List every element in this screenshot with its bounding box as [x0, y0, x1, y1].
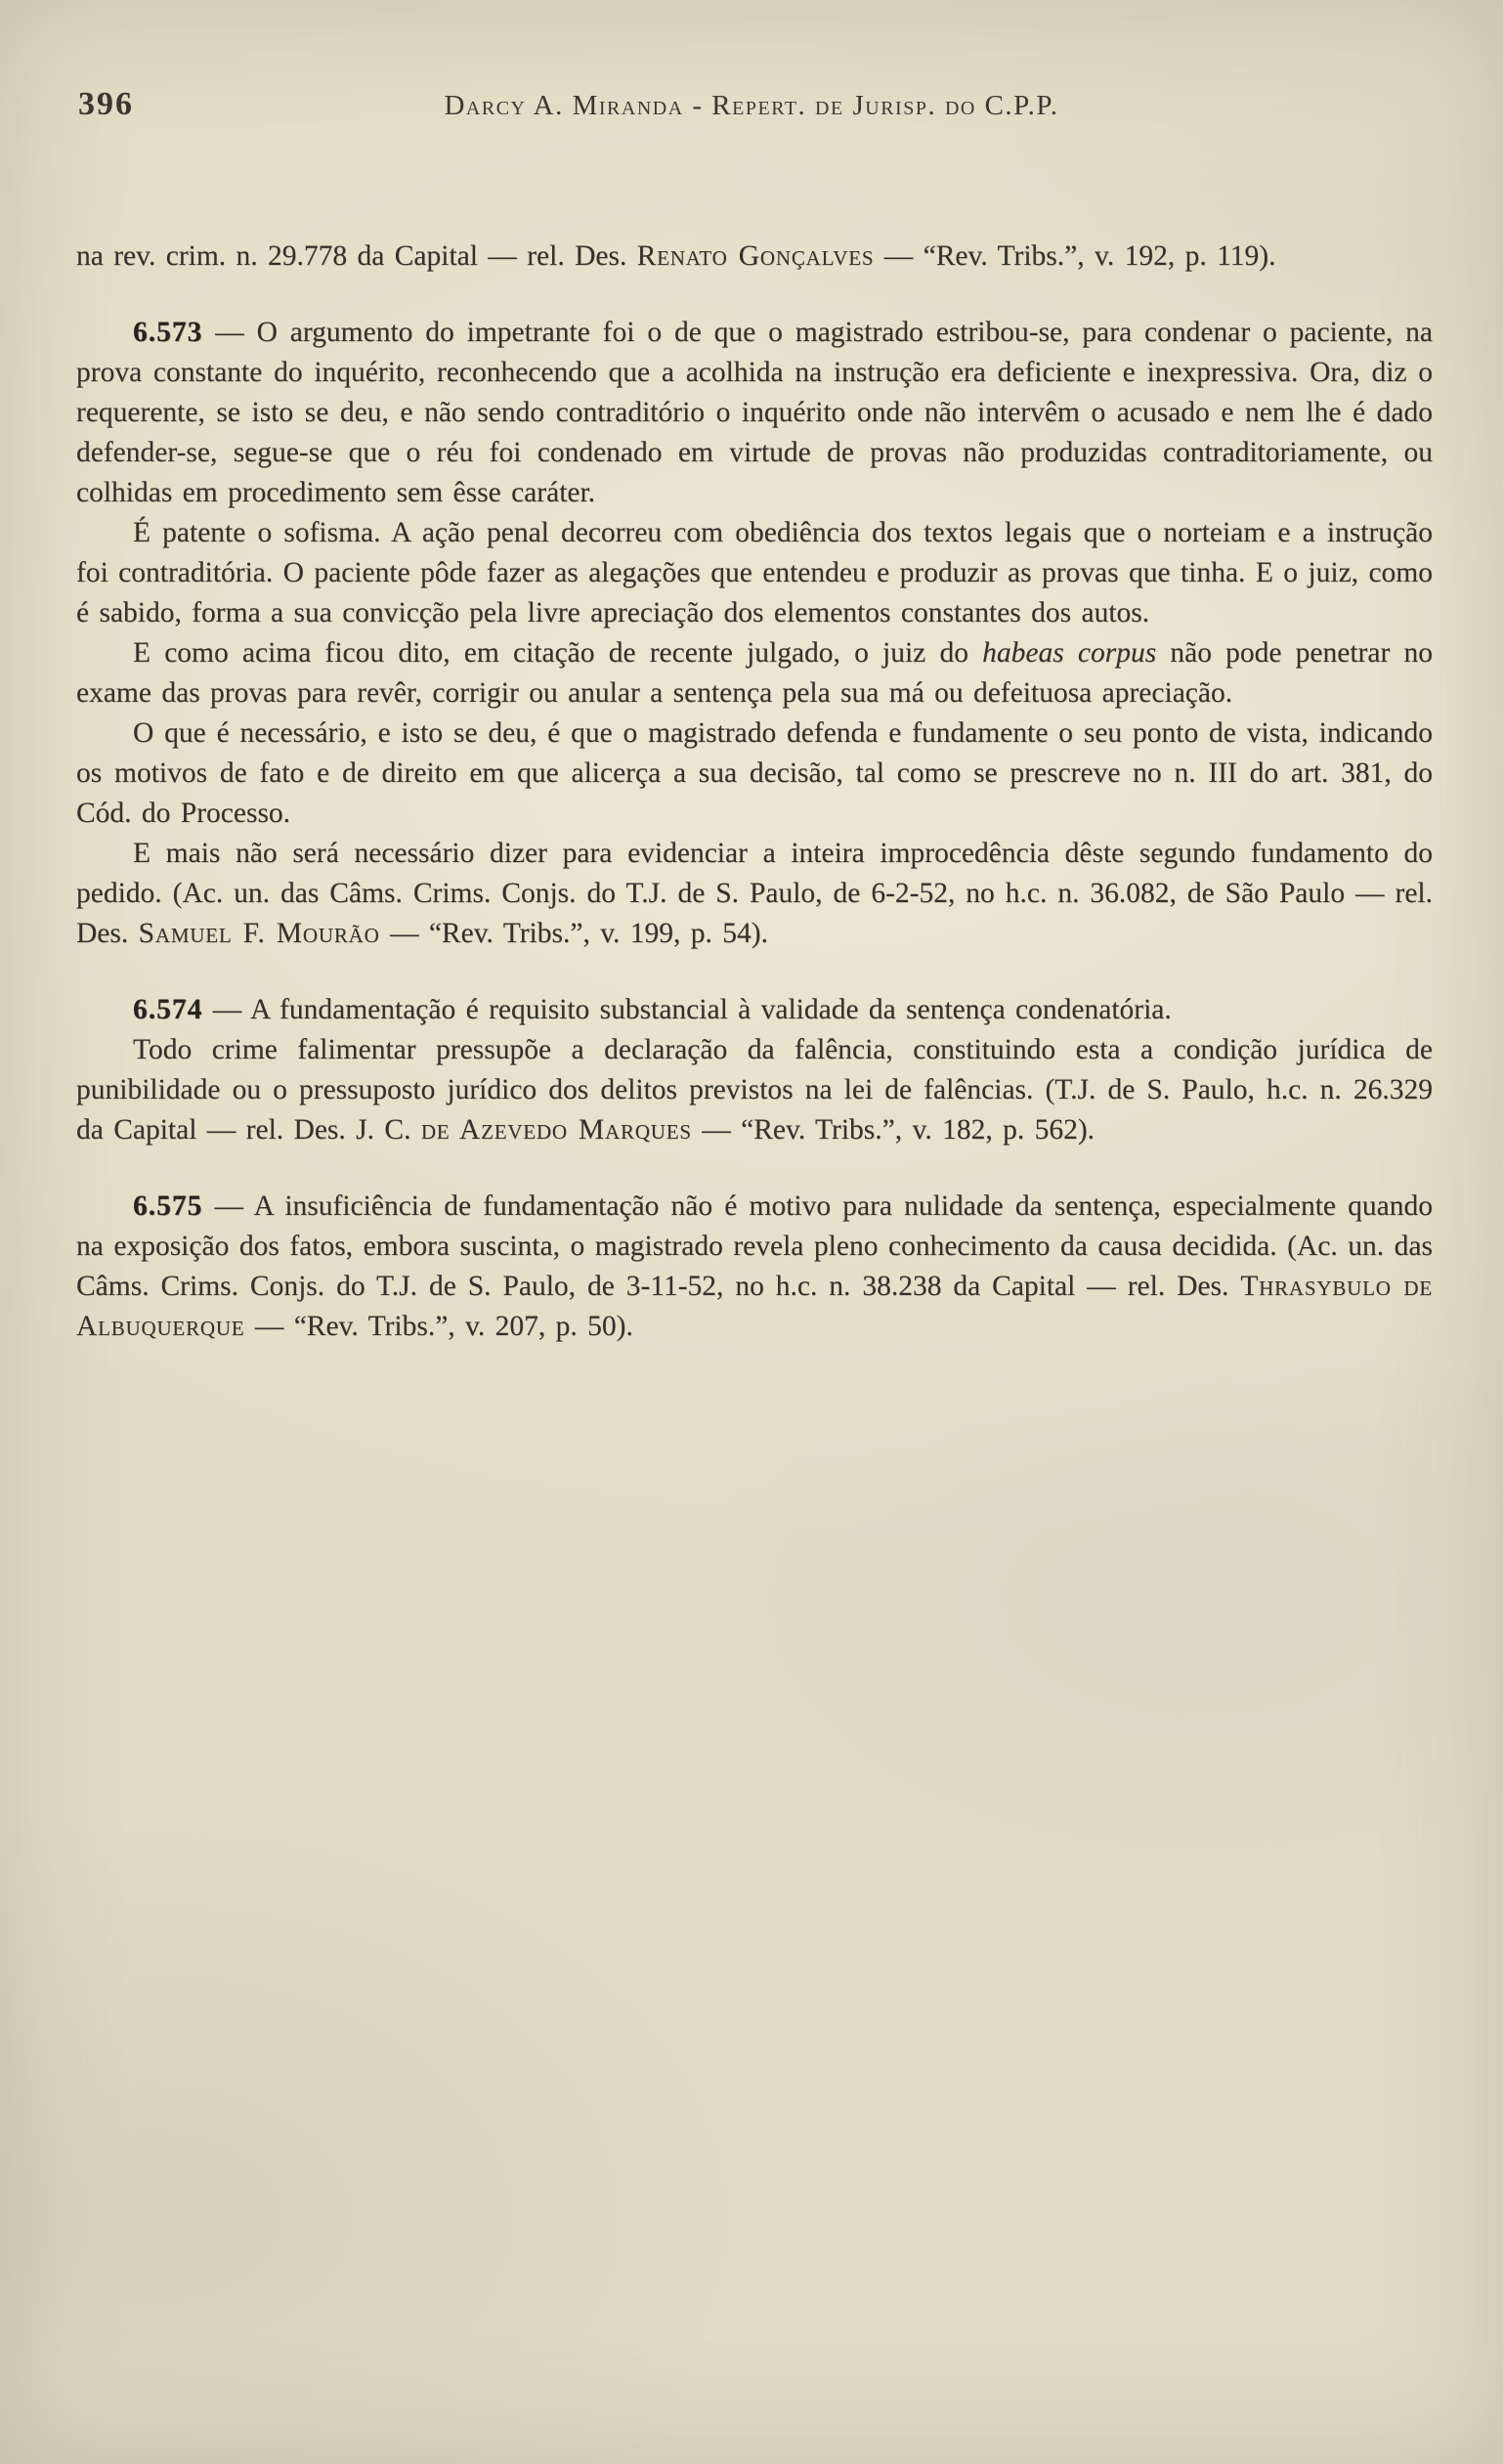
judge-name: Renato Gonçalves — [636, 240, 875, 272]
latin-term: habeas corpus — [982, 637, 1157, 669]
citation-text: — “Rev. Tribs.”, v. 199, p. 54). — [379, 918, 768, 949]
entry-text: — A insuficiência de fundamentação não é motivo para nulidade da sentença, especialmente quando na exposição dos fatos, embora suscinta, o magistrado revela pleno conhecimento da causa decidida. (Ac. un. das Câms. Crims. Conjs. do T.J. de S. Paulo, de 3-11-52, no h.c. n. 38.238 da Capital — rel. Des. — [76, 1190, 1433, 1302]
entry-6574-paragraph-1 — [76, 990, 1433, 1030]
entry-6573-paragraph-1 — [76, 313, 1433, 513]
entry-6573-paragraph-5 — [76, 834, 1433, 954]
entry-text: O que é necessário, e isto se deu, é que o magistrado defenda e fundamente o seu ponto de vista, indicando os motivos de fato e de direito em que alicerça a sua decisão, tal como se prescreve no n. III do art. 381, do Cód. do Processo. — [76, 717, 1433, 829]
entry-text: Todo crime falimentar pressupõe a declaração da falência, constituindo esta a condição jurídica de punibilidade ou o pressuposto jurídico dos delitos previstos na lei de falências. (T.J. de S. Paulo, h.c. n. 26.329 da Capital — rel. Des. J. C. — [76, 1034, 1433, 1146]
entry-number: 6.575 — [133, 1190, 203, 1222]
citation-text: — “Rev. Tribs.”, v. 207, p. 50). — [244, 1311, 633, 1342]
citation-text: — “Rev. Tribs.”, v. 182, p. 562). — [691, 1114, 1095, 1146]
entry-6575-paragraph-1 — [76, 1187, 1433, 1347]
entry-6573-paragraph-4 — [76, 713, 1433, 834]
entry-text: — A fundamentação é requisito substancial à validade da sentença condenatória. — [202, 994, 1172, 1025]
entry-6573-paragraph-2 — [76, 513, 1433, 633]
entry-text: E mais não será necessário dizer para evidenciar a inteira improcedência dêste segundo fundamento do pedido. (Ac. un. das Câms. Crims. Conjs. do T.J. de S. Paulo, de 6-2-52, no h.c. n. 36.082, de São Paulo — rel. Des. — [76, 838, 1433, 949]
entry-number: 6.574 — [133, 994, 203, 1025]
entry-6574-paragraph-2 — [76, 1030, 1433, 1150]
page-number: 396 — [78, 86, 134, 122]
page-header — [0, 0, 1503, 131]
entry-text: E como acima ficou dito, em citação de recente julgado, o juiz do — [133, 637, 983, 669]
continuation-paragraph — [76, 237, 1433, 277]
entry-text: É patente o sofisma. A ação penal decorreu com obediência dos textos legais que o norteiam e a instrução foi contraditória. O paciente pôde fazer as alegações que entendeu e produzir as provas que tinha. E o juiz, como é sabido, forma a sua convicção pela livre apreciação dos elementos constantes dos autos. — [76, 517, 1433, 628]
page-body — [76, 237, 1433, 1347]
citation-text: — “Rev. Tribs.”, v. 192, p. 119). — [874, 240, 1276, 272]
citation-text: na rev. crim. n. 29.778 da Capital — rel. Des. — [76, 240, 637, 272]
running-title: Darcy A. Miranda - Repert. de Jurisp. do C.P.P. — [444, 90, 1059, 121]
entry-number: 6.573 — [133, 317, 203, 348]
judge-name: Thrasybulo de Albuquerque — [76, 1271, 1434, 1342]
entry-text: — O argumento do impetrante foi o de que o magistrado estribou-se, para condenar o paciente, na prova constante do inquérito, reconhecendo que a acolhida na instrução era deficiente e inexpressiva. Ora, diz o requerente, se isto se deu, e não sendo contraditório o inquérito onde não intervêm o acusado e nem lhe é dado defender-se, segue-se que o réu foi condenado em virtude de provas não produzidas contraditoriamente, ou colhidas em procedimento sem êsse caráter. — [76, 317, 1433, 508]
judge-name: Samuel F. Mourão — [138, 918, 380, 949]
entry-text: não pode penetrar no exame das provas para revêr, corrigir ou anular a sentença pela sua má ou defeituosa apreciação. — [76, 637, 1433, 709]
entry-6573-paragraph-3 — [76, 633, 1433, 713]
judge-name: de Azevedo Marques — [420, 1114, 692, 1146]
